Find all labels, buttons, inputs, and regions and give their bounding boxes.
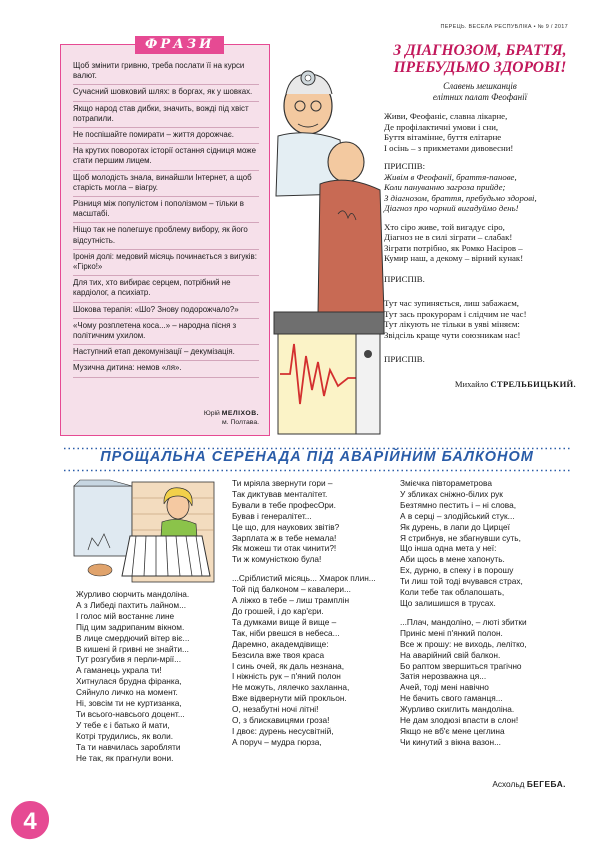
- poem-diagnosis: [380, 42, 580, 389]
- chorus-label: ПРИСПІВ:: [384, 161, 426, 171]
- phrases-author-first: Юрій: [203, 410, 220, 417]
- poem-line: Ех, дурню, в спеку і в порошу: [400, 565, 514, 576]
- poem-line: Тут розгубив я перли-мрії...: [76, 654, 182, 665]
- poem-line: Даремно, академдівище:: [232, 638, 329, 649]
- phrase-item: «Чому розплетена коса...» – народна пісня з політичним ухилом.: [73, 319, 259, 345]
- poem-line: Ти всього-навсього доцент...: [76, 708, 185, 719]
- poem-line: І голос мій востаннє лине: [76, 610, 175, 621]
- poem-line: Аби щось в мене хапонуть.: [400, 554, 505, 565]
- poem-line: На аварійний свій балкон.: [400, 649, 501, 660]
- poem-line: Якщо не вб'є мене цеглина: [400, 725, 505, 736]
- poem-line: Та ти навчилась заробляти: [76, 741, 181, 752]
- poem-line: Ти мріяла звернути гори –: [232, 478, 333, 488]
- phrase-item: Шокова терапія: «Шо? Знову подорожчало?»: [73, 303, 259, 319]
- poem-line: Так диктував менталітет.: [232, 488, 328, 499]
- poem-line: Я стрибнув, не збагнувши суть,: [400, 532, 521, 543]
- poem-line: І осінь – з прикметами дивовесни!: [384, 142, 514, 153]
- poem-stanza: [380, 298, 580, 340]
- phrase-item: Щоб молодість знала, винайшли Інтернет, а щоб старість могла – віагру.: [73, 171, 259, 197]
- author-first: Асхольд: [492, 779, 525, 789]
- doctor-illustration: [268, 44, 388, 440]
- poem-stanza: [76, 589, 216, 764]
- poem-line: Безтямно пестить і – ні слова,: [400, 499, 517, 510]
- poem-line: Живім в Феофанії, браття-панове,: [384, 171, 517, 182]
- poem-stanza: [400, 478, 575, 609]
- poem-line: Затія нерозважна ця...: [400, 671, 487, 682]
- poem-line: Зіграти потрібно, як Ромко Насіров –: [384, 242, 523, 253]
- poem-line: Ти лиш той тоді вчувався страх,: [400, 576, 523, 587]
- poem-line: А поруч – мудра гюрза,: [232, 736, 322, 747]
- poem-line: До грошей, і до кар'єри.: [232, 605, 324, 616]
- poem-stanza: [232, 573, 392, 748]
- refrain-label: ПРИСПІВ.: [384, 273, 425, 284]
- phrases-title: ФРАЗИ: [135, 36, 224, 54]
- poem-diagnosis-title-line1: З ДІАГНОЗОМ, БРАТТЯ,: [393, 42, 567, 59]
- poem-line: Вже відвернути мій прокльон.: [232, 693, 347, 704]
- poem-line: О, незабутні ночі літні!: [232, 704, 319, 715]
- magazine-header: ПЕРЕЦЬ. ВЕСЕЛА РЕСПУБЛІКА • № 9 / 2017: [440, 24, 568, 30]
- page-number-logo: [8, 798, 52, 842]
- page-number: 4: [23, 808, 37, 835]
- poem-line: І двоє: дурень несусвітній,: [232, 725, 334, 736]
- refrain-label: ПРИСПІВ.: [384, 354, 425, 364]
- phrase-item: Наступний етап декомунізації – декумізація.: [73, 345, 259, 361]
- poem-line: Коли пануванню загроза прийде;: [384, 182, 506, 192]
- poem-line: Сяйнуло личко на момент.: [76, 687, 178, 698]
- title-dots-bottom: [64, 468, 570, 473]
- poem-line: У збликах сніжно-білих рук: [400, 488, 503, 499]
- phrase-item: Для тих, хто вибирає серцем, потрібний не кардіолог, а психіатр.: [73, 276, 259, 302]
- serenade-column-1: [76, 589, 216, 772]
- poem-line: Змієчка півтораметрова: [400, 478, 492, 488]
- poem-line: Все ж прошу: не виходь, лелітко,: [400, 638, 527, 649]
- poem-line: О, з блискавицями гроза!: [232, 715, 330, 726]
- phrase-item: Іронія долі: медовий місяць починається з вигуків: «Гірко!»: [73, 250, 259, 276]
- poem-line: Що залишишся в трусах.: [400, 597, 496, 608]
- poem-line: Тут час зупиняється, лиш забажаєм,: [384, 298, 520, 308]
- phrases-author-city: м. Полтава.: [222, 418, 259, 426]
- poem-line: Бував і генералітет...: [232, 510, 312, 521]
- poem-line: Де профілактичні умови і сни,: [384, 121, 499, 132]
- poem-line: ...Сріблистий місяць... Хмарок плин...: [232, 573, 376, 584]
- poem-line: Діагноз про чорний вигадуймо день!: [384, 203, 519, 213]
- poem-line: Та думками вище й вище –: [232, 616, 337, 627]
- poem-stanza: [380, 222, 580, 264]
- phrase-item: Музична дитина: немов «ля».: [73, 361, 259, 377]
- serenade-column-2: [232, 478, 392, 756]
- poem-line: Хитнулася брудна фіранка,: [76, 676, 182, 687]
- poem-line: Не можуть, лялечко захланна,: [232, 682, 350, 693]
- serenade-column-3: [400, 478, 575, 756]
- chorus-stanza: [380, 172, 580, 214]
- poem-line: Не бачить свого гаманця...: [400, 693, 503, 704]
- poem-line: Під цим задрипаним вікном.: [76, 621, 185, 632]
- phrase-item: Щоб змінити гривню, треба послати її на курси валют.: [73, 59, 259, 85]
- balcony-illustration: [70, 478, 218, 584]
- poem-line: Журливо сюрчить мандоліна.: [76, 589, 190, 599]
- poem-line: Той під балконом – кавалери...: [232, 584, 351, 595]
- phrase-item: Не поспішайте помирати – життя дорожчає.: [73, 128, 259, 144]
- poem-line: Ачей, тоді мені навічно: [400, 682, 489, 693]
- poem-line: В лице смердючий вітер віє...: [76, 632, 190, 643]
- phrase-item: Якщо народ став дибки, значить, вожді під хвіст потрапили.: [73, 102, 259, 128]
- poem-diagnosis-title-line2: ПРЕБУДЬМО ЗДОРОВІ!: [393, 59, 567, 76]
- poem-line: Хто сіро живе, той вигадує сіро,: [384, 221, 505, 232]
- poem-line: Як можеш ти отак чинити?!: [232, 543, 337, 554]
- poem-line: А ліжко в тебе – лиш трамплін: [232, 595, 350, 606]
- poem-line: Діагноз не в силі зіграти – слабак!: [384, 232, 513, 242]
- poem-line: ...Плач, мандоліно, – люті збитки: [400, 616, 527, 627]
- poem-line: Зарплата ж в тебе немала!: [232, 532, 337, 543]
- poem-line: І синь очей, як даль незнана,: [232, 660, 345, 671]
- phrase-item: Різниця між популістом і пополізмом – тільки в масштабі.: [73, 197, 259, 223]
- phrase-item: Сучасний шовковий шлях: в боргах, як у шовках.: [73, 85, 259, 101]
- poem-line: Це що, для наукових звітів?: [232, 521, 340, 532]
- serenade-author: [400, 779, 566, 789]
- phrases-author: [204, 410, 259, 427]
- poem-line: Приніс мені п'янкий полон.: [400, 627, 503, 638]
- poem-line: Не так, як прагнули вони.: [76, 752, 174, 763]
- phrase-item: На крутих поворотах історії остання сідниця може стати першим лицем.: [73, 144, 259, 170]
- poem-diagnosis-title: [380, 42, 580, 76]
- author-first: Михайло: [454, 378, 489, 389]
- poem-line: А в серці – злодійський стук...: [400, 510, 515, 521]
- poem-line: І ніжність рук – п'яний полон: [232, 671, 341, 682]
- poem-line: Звідсіль краще чути союзникам нас!: [384, 329, 521, 340]
- poem-stanza: [232, 478, 392, 565]
- poem-line: Кумир наш, а декому – вірний кунак!: [384, 253, 524, 263]
- poem-line: Як дурень, в лапи до Цирцеї: [400, 521, 510, 532]
- phrase-item: Ніщо так не полегшує проблему вибору, як його відсутність.: [73, 223, 259, 249]
- poem-line: Бували в тебе професОри.: [232, 499, 336, 510]
- poem-diagnosis-subtitle: [380, 81, 580, 103]
- poem-line: Тут лікують не тільки в уяві міняєм:: [384, 319, 520, 329]
- subtitle-line: Славень мешканців: [443, 81, 517, 91]
- poem-line: Бо раптом звершиться трагічно: [400, 660, 522, 671]
- poem-line: У тебе є і батько й мати,: [76, 719, 170, 730]
- poem-line: Живи, Феофаніє, славна лікарне,: [384, 111, 508, 121]
- poem-line: Чи кинутий з вікна вазон...: [400, 736, 501, 747]
- poem-line: З діагнозом, браття, пребудьмо здорові,: [384, 192, 537, 203]
- poem-line: Що інша одна мета у неї:: [400, 543, 497, 554]
- subtitle-line: елітних палат Феофанії: [432, 92, 528, 102]
- poem-line: Котрі трудились, як воли.: [76, 730, 174, 741]
- poem-line: А з Либеді пахтить лайном...: [76, 599, 187, 610]
- poem-line: Не дам злодюзі впасти в слон!: [400, 715, 519, 726]
- author-surname: БЕГЕБА.: [526, 779, 566, 789]
- poem-diagnosis-author: [380, 379, 580, 389]
- author-surname: СТРЕЛЬБИЦЬКИЙ.: [490, 378, 576, 389]
- poem-line: В кишені й гривні не знайти...: [76, 643, 189, 654]
- poem-stanza: [380, 111, 580, 153]
- poem-line: Коли тебе так облапошать,: [400, 587, 505, 598]
- poem-line: Буття вітамінне, буття елітарне: [384, 132, 502, 142]
- poem-stanza: [400, 617, 575, 748]
- phrases-author-surname: МЕЛІХОВ.: [221, 410, 259, 417]
- poem-line: Так, ніби рвешся в небеса...: [232, 627, 340, 638]
- poem-line: Безсила вже твоя краса: [232, 649, 325, 660]
- poem-line: Тут зась прокурорам і слідчим не час!: [384, 308, 527, 319]
- poem-line: Журливо скиглить мандоліна.: [400, 704, 515, 715]
- serenade-title: ПРОЩАЛЬНА СЕРЕНАДА ПІД АВАРІЙНИМ БАЛКОНОМ: [100, 449, 534, 465]
- phrases-box: [60, 37, 270, 436]
- poem-line: Ні, зовсім ти не куртизанка,: [76, 698, 182, 709]
- poem-line: А гаманець украла ти!: [76, 665, 162, 676]
- poem-line: Ти ж комуністкою була!: [232, 554, 322, 565]
